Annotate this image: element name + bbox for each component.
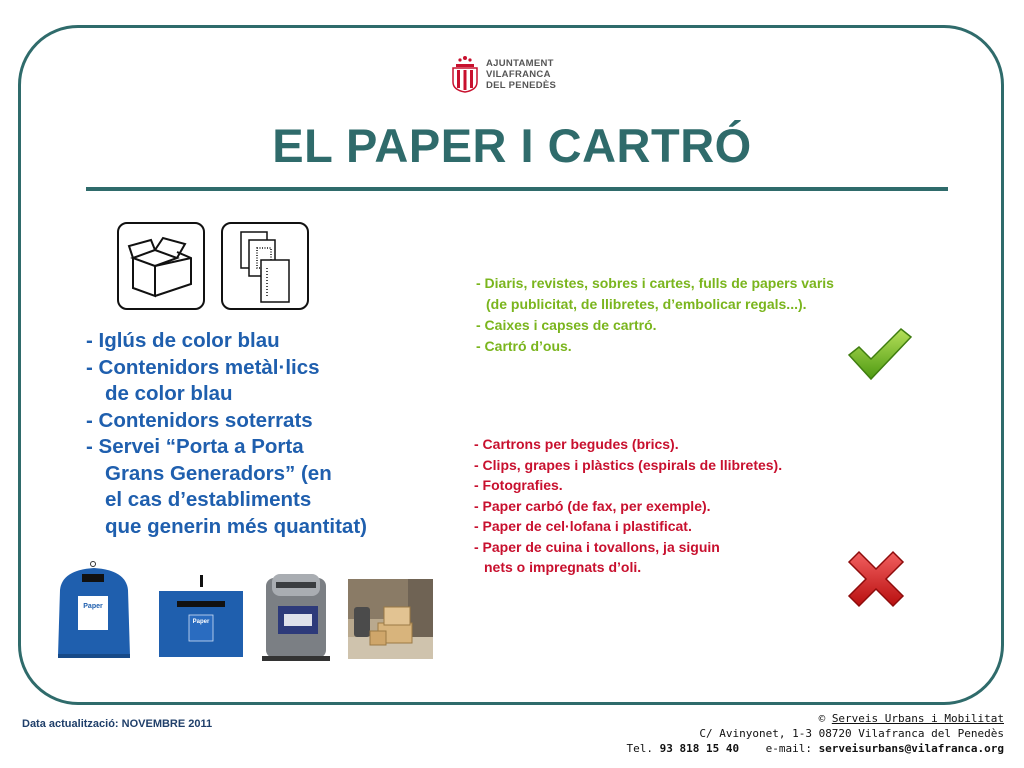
check-icon: [845, 325, 913, 383]
list-item: - Paper de cuina i tovallons, ja siguin: [474, 538, 720, 555]
underground-container-image: [260, 572, 332, 662]
list-item: (de publicitat, de llibretes, d’embolicar regals...).: [486, 296, 807, 312]
list-item: - Paper de cel·lofana i plastificat.: [474, 518, 692, 534]
email-address[interactable]: serveisurbans@vilafranca.org: [818, 742, 1004, 755]
email-label: e-mail:: [765, 742, 812, 755]
list-item: - Contenidors metàl·lics: [86, 355, 320, 379]
coat-of-arms-icon: [447, 52, 483, 94]
list-item: - Servei “Porta a Porta: [86, 435, 304, 458]
department-link[interactable]: Serveis Urbans i Mobilitat: [831, 712, 1004, 725]
list-item: - Iglús de color blau: [86, 329, 280, 352]
list-item: - Contenidors soterrats: [86, 408, 313, 432]
address-text: C/ Avinyonet, 1-3 08720 Vilafranca del Penedès: [699, 727, 1004, 740]
list-item: de color blau: [105, 382, 233, 405]
paper-sheets-icon: [223, 224, 307, 308]
list-item: - Cartró d’ous.: [476, 338, 572, 354]
logo-line-3: DEL PENEDÈS: [486, 80, 557, 91]
page-title: EL PAPER I CARTRÓ: [272, 119, 752, 172]
phone-number: 93 818 15 40: [659, 742, 740, 755]
list-item: - Diaris, revistes, sobres i cartes, fulls de papers varis: [476, 275, 834, 291]
update-date: Data actualització: NOVEMBRE 2011: [22, 718, 213, 730]
collection-points-list: [86, 328, 367, 540]
door-to-door-photo: [348, 579, 433, 659]
igloo-label: Paper: [83, 603, 103, 610]
city-logo: [447, 52, 567, 94]
logo-line-1: AJUNTAMENT: [486, 58, 554, 69]
contact-info: [626, 711, 1004, 756]
list-item: - Fotografies.: [474, 477, 563, 493]
rejected-items-list: [474, 434, 782, 578]
title-divider: [86, 187, 948, 191]
list-item: Grans Generadors” (en: [105, 461, 332, 485]
list-item: que generin més quantitat): [105, 514, 367, 538]
list-item: - Cartrons per begudes (brics).: [474, 436, 679, 452]
list-item: - Clips, grapes i plàstics (espirals de llibretes).: [474, 456, 783, 473]
list-item: - Paper carbó (de fax, per exemple).: [474, 497, 711, 514]
tel-label: Tel.: [626, 742, 653, 755]
list-item: nets o impregnats d’oli.: [484, 559, 642, 575]
paper-pictogram: [221, 222, 309, 310]
box-pictogram: [117, 222, 205, 310]
metal-container-image: [157, 575, 245, 659]
cross-icon: [845, 548, 907, 610]
metal-label: Paper: [192, 619, 210, 625]
accepted-items-list: [476, 273, 834, 357]
logo-line-2: VILAFRANCA: [486, 69, 551, 80]
list-item: - Caixes i capses de cartró.: [476, 317, 657, 333]
box-icon: [119, 224, 203, 308]
list-item: el cas d’establiments: [105, 488, 312, 511]
igloo-container-image: [50, 560, 138, 660]
copyright-symbol: ©: [818, 712, 826, 725]
